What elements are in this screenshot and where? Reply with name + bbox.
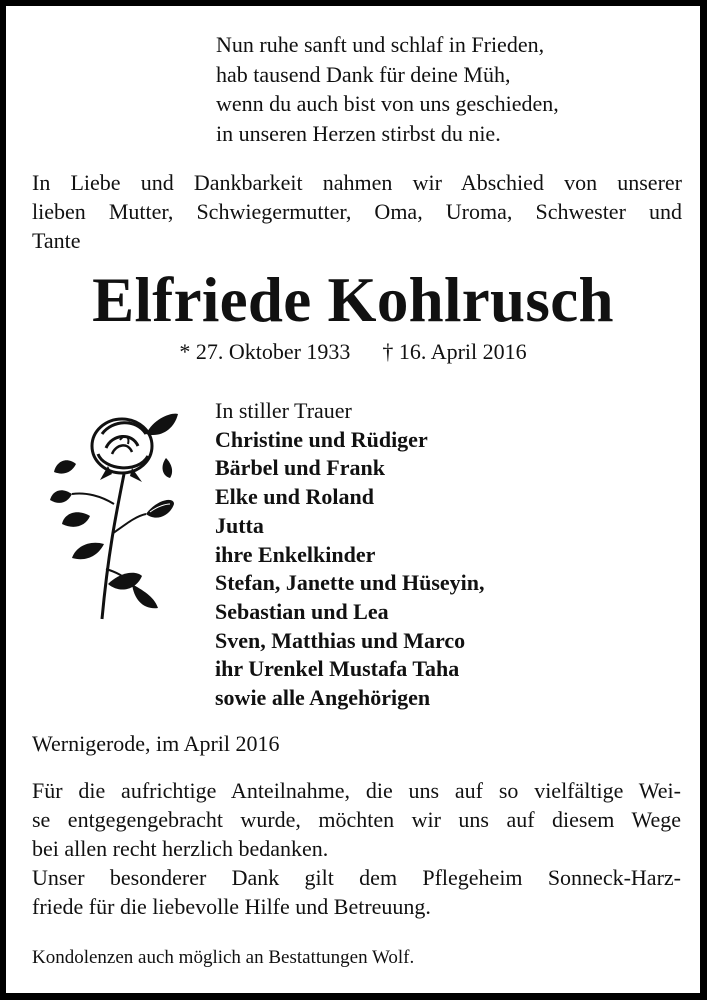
death-date: † 16. April 2016: [382, 339, 527, 364]
mourner-name: Bärbel und Frank: [215, 455, 385, 481]
life-dates: [6, 338, 700, 366]
thanks-line: Für die aufrichtige Anteilnahme, die uns auf so vielfältige Wei-: [32, 778, 681, 803]
thanks-line: Unser besonderer Dank gilt dem Pflegeheim Sonneck-Harz-: [32, 865, 681, 890]
mourner-name: ihre Enkelkinder: [215, 541, 376, 567]
condolences-note: Kondolenzen auch möglich an Bestattungen Wolf.: [32, 947, 415, 968]
mourner-name: Sven, Matthias und Marco: [215, 627, 466, 653]
mourner-name: Elke und Roland: [215, 484, 374, 510]
memorial-poem: [216, 30, 559, 148]
mourner-name: Stefan, Janette und Hüseyin,: [215, 570, 485, 596]
mourners-list: [215, 397, 485, 713]
deceased-name: Elfriede Kohlrusch: [92, 265, 614, 335]
poem-line: hab tausend Dank für deine Müh,: [216, 61, 511, 87]
thanks-line: se entgegengebracht wurde, möchten wir uns auf diesem Wege: [32, 807, 681, 832]
poem-line: in unseren Herzen stirbst du nie.: [216, 120, 501, 146]
rose-icon: [46, 404, 178, 624]
place-date: Wernigerode, im April 2016: [32, 731, 280, 756]
intro-line: Tante: [32, 228, 81, 253]
thanks-line: bei allen recht herzlich bedanken.: [32, 836, 329, 861]
mourner-name: Christine und Rüdiger: [215, 426, 428, 452]
thanks-line: friede für die liebevolle Hilfe und Betreuung.: [32, 894, 431, 919]
mourners-heading: In stiller Trauer: [215, 398, 352, 423]
thanks-paragraph: [32, 776, 681, 921]
mourner-name: Jutta: [215, 512, 264, 538]
poem-line: wenn du auch bist von uns geschieden,: [216, 91, 559, 116]
mourner-name: ihr Urenkel Mustafa Taha: [215, 656, 460, 682]
farewell-intro: [32, 168, 682, 255]
mourner-name: sowie alle Angehörigen: [215, 685, 431, 711]
intro-line: lieben Mutter, Schwiegermutter, Oma, Uroma, Schwester und: [32, 199, 682, 224]
intro-line: In Liebe und Dankbarkeit nahmen wir Abschied von unserer: [32, 170, 682, 195]
obituary-page: [6, 6, 700, 993]
birth-date: * 27. Oktober 1933: [179, 339, 351, 364]
mourner-name: Sebastian und Lea: [215, 598, 389, 624]
poem-line: Nun ruhe sanft und schlaf in Frieden,: [216, 32, 545, 57]
